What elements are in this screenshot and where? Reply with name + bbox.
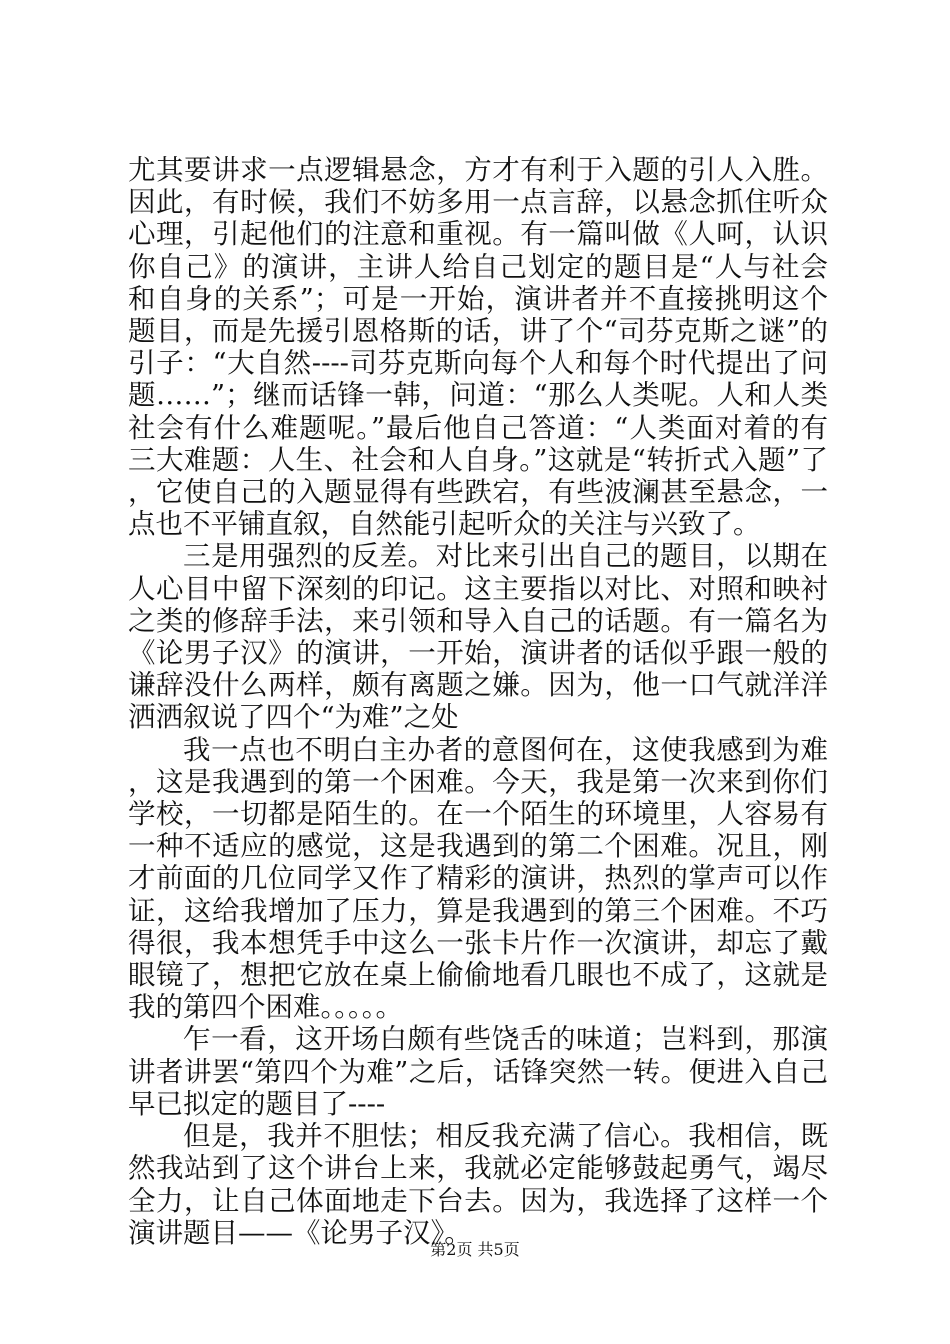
paragraph-turn: 但是，我并不胆怯；相反我充满了信心。我相信，既然我站到了这个讲台上来，我就必定能够鼓起勇气，竭尽全力，让自己体面地走下台去。因为，我选择了这样一个演讲题目——《论男子汉》。 [128, 1120, 828, 1249]
paragraph-continued: 尤其要讲求一点逻辑悬念，方才有利于入题的引人入胜。因此，有时候，我们不妨多用一点言辞，以悬念抓住听众心理，引起他们的注意和重视。有一篇叫做《人呵，认识你自己》的演讲，主讲人给自己划定的题目是“人与社会和自身的关系”；可是一开始，演讲者并不直接挑明这个题目，而是先援引恩格斯的话，讲了个“司芬克斯之谜”的引子：“大自然----司芬克斯向每个人和每个时代提出了问题……”；继而话锋一韩，问道：“那么人类呢。人和人类社会有什么难题呢。”最后他自己答道：“人类面对着的有三大难题：人生、社会和人自身。”这就是“转折式入题”了，它使自己的入题显得有些跌宕，有些波澜甚至悬念，一点也不平铺直叙，自然能引起听众的关注与兴致了。 [128, 154, 828, 541]
paragraph-four-difficulties: 我一点也不明白主办者的意图何在，这使我感到为难，这是我遇到的第一个困难。今天，我是第一次来到你们学校，一切都是陌生的。在一个陌生的环境里，人容易有一种不适应的感觉，这是我遇到的第二个困难。况且，刚才前面的几位同学又作了精彩的演讲，热烈的掌声可以作证，这给我增加了压力，算是我遇到的第三个困难。不巧得很，我本想凭手中这么一张卡片作一次演讲，却忘了戴眼镜了，想把它放在桌上偷偷地看几眼也不成了，这就是我的第四个困难。。。。。 [128, 733, 828, 1024]
paragraph-contrast-method: 三是用强烈的反差。对比来引出自己的题目，以期在人心目中留下深刻的印记。这主要指以对比、对照和映衬之类的修辞手法，来引领和导入自己的话题。有一篇名为《论男子汉》的演讲，一开始，演讲者的话似乎跟一般的谦辞没什么两样，颇有离题之嫌。因为，他一口气就洋洋洒洒叙说了四个“为难”之处 [128, 540, 828, 734]
page-number-footer: 第2页 共5页 [430, 1240, 520, 1259]
document-body [128, 154, 828, 1249]
paragraph-commentary: 乍一看，这开场白颇有些饶舌的味道；岂料到，那演讲者讲罢“第四个为难”之后，话锋突然一转。便进入自己早已拟定的题目了---- [128, 1023, 828, 1120]
